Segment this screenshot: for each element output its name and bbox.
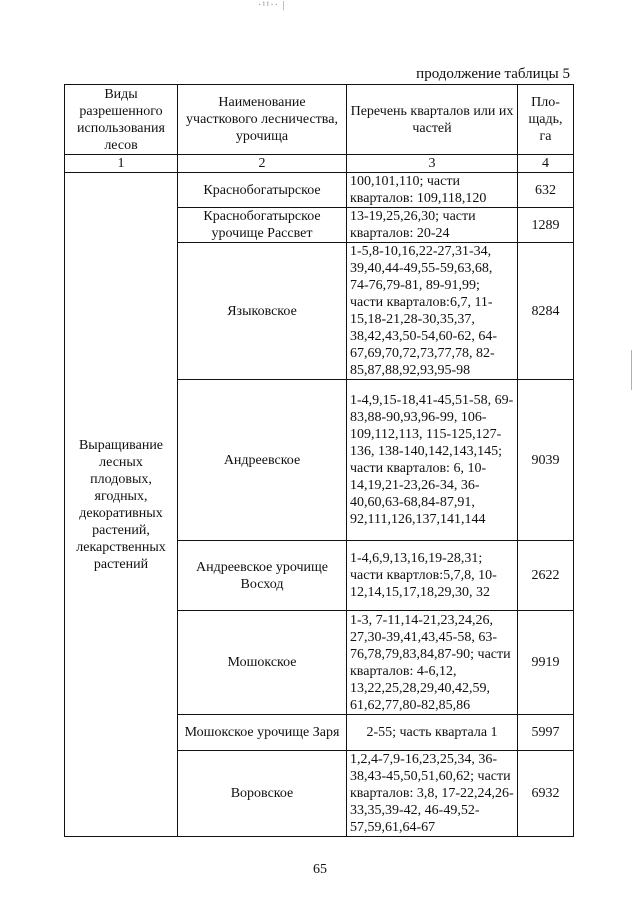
- column-number-row: [65, 155, 574, 173]
- use-type-cell: Выращивание лесных плодовых, ягодных, декоративных растений, лекарственных растений: [65, 173, 178, 837]
- header-area: Пло-щадь, га: [518, 85, 574, 155]
- forestry-name: Краснобогатырское урочище Рассвет: [178, 208, 347, 243]
- quarters-list: 1-3, 7-11,14-21,23,24,26, 27,30-39,41,43,45-58, 63-76,78,79,83,84,87-90; части кварталов: 4-6,12, 13,22,25,28,29,40,42,59, 61,62,77,80-82,85,86: [347, 611, 518, 715]
- table-continuation-caption: продолжение таблицы 5: [416, 66, 570, 82]
- header-quarters-list: Перечень кварталов или их частей: [347, 85, 518, 155]
- forestry-name: Андреевское урочище Восход: [178, 541, 347, 611]
- top-scan-mark: ·¹¹·· |: [258, 0, 286, 11]
- area-value: 5997: [518, 715, 574, 751]
- table-header-row: [65, 85, 574, 155]
- column-number: 4: [518, 155, 574, 173]
- quarters-list: 1-4,6,9,13,16,19-28,31; части квартлов:5,7,8, 10-12,14,15,17,18,29,30, 32: [347, 541, 518, 611]
- quarters-list: 100,101,110; части кварталов: 109,118,120: [347, 173, 518, 208]
- forest-use-table: [64, 84, 574, 837]
- area-value: 6932: [518, 751, 574, 837]
- scan-edge-mark: [631, 350, 632, 390]
- area-value: 9039: [518, 380, 574, 541]
- column-number: 3: [347, 155, 518, 173]
- page-number: 65: [313, 862, 327, 877]
- area-value: 9919: [518, 611, 574, 715]
- quarters-list: 2-55; часть квартала 1: [347, 715, 518, 751]
- forestry-name: Краснобогатырское: [178, 173, 347, 208]
- quarters-list: 1,2,4-7,9-16,23,25,34, 36-38,43-45,50,51,60,62; части кварталов: 3,8, 17-22,24,26-33,35,39-42, 46-49,52-57,59,61,64-67: [347, 751, 518, 837]
- forestry-name: Андреевское: [178, 380, 347, 541]
- area-value: 1289: [518, 208, 574, 243]
- area-value: 632: [518, 173, 574, 208]
- forestry-name: Мошокское: [178, 611, 347, 715]
- area-value: 8284: [518, 243, 574, 380]
- quarters-list: 1-4,9,15-18,41-45,51-58, 69-83,88-90,93,96-99, 106-109,112,113, 115-125,127-136, 138-140,142,143,145; части кварталов: 6, 10-14,19,21-23,26-34, 36-40,60,63-68,84-87,91, 92,111,126,137,141,144: [347, 380, 518, 541]
- forestry-name: Мошокское урочище Заря: [178, 715, 347, 751]
- column-number: 2: [178, 155, 347, 173]
- table-row: [65, 173, 574, 208]
- forestry-name: Языковское: [178, 243, 347, 380]
- column-number: 1: [65, 155, 178, 173]
- header-use-type: Виды разрешенного использования лесов: [65, 85, 178, 155]
- quarters-list: 1-5,8-10,16,22-27,31-34, 39,40,44-49,55-59,63,68, 74-76,79-81, 89-91,99; части кварталов:6,7, 11-15,18-21,28-30,35,37, 38,42,43,50-54,60-62, 64-67,69,70,72,73,77,78, 82-85,87,88,92,93,95-98: [347, 243, 518, 380]
- header-forestry-name: Наименование участкового лесничества, урочища: [178, 85, 347, 155]
- forestry-name: Воровское: [178, 751, 347, 837]
- quarters-list: 13-19,25,26,30; части кварталов: 20-24: [347, 208, 518, 243]
- area-value: 2622: [518, 541, 574, 611]
